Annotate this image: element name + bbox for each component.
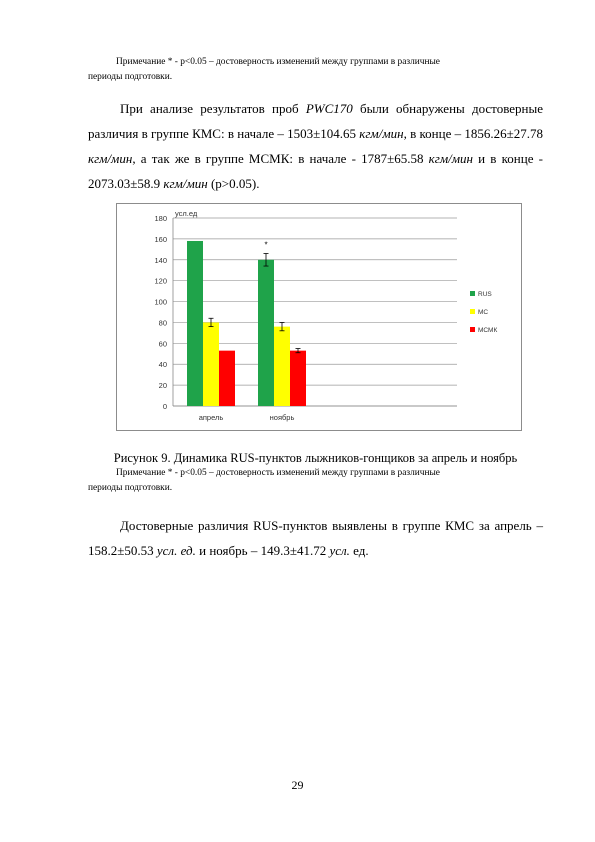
x-tick-label: апрель (198, 413, 224, 422)
figure-caption: Рисунок 9. Динамика RUS-пунктов лыжников-гонщиков за апрель и ноябрь (113, 451, 518, 465)
legend-label: МСМК (478, 327, 498, 334)
note-top-line1: Примечание * - р<0.05 – достоверность изменений между группами в различные (116, 57, 440, 67)
y-tick-label: 100 (154, 297, 167, 307)
y-tick-label: 160 (154, 234, 167, 244)
page-number: 29 (291, 778, 304, 792)
bar-мсмк-1 (290, 351, 306, 406)
note-top (88, 55, 543, 85)
bar-мс-1 (274, 327, 290, 406)
bar-rus-1 (258, 260, 274, 406)
paragraph-rus: Достоверные различия RUS-пунктов выявлены в группе КМС за апрель – 158.2±50.53 усл. ед. и ноябрь – 149.3±41.72 усл. ед. (88, 518, 543, 558)
y-tick-label: 120 (154, 276, 167, 286)
legend-swatch (470, 291, 475, 296)
note-bottom-line1: Примечание * - р<0.05 – достоверность изменений между группами в различные (116, 468, 440, 478)
pwc-term: PWC170 (305, 101, 353, 116)
y-tick-label: 0 (162, 402, 167, 411)
legend-swatch (470, 309, 475, 314)
y-axis-label: усл.ед (175, 209, 198, 218)
rus-chart (116, 203, 522, 431)
y-tick-label: 180 (154, 214, 167, 223)
y-tick-label: 80 (158, 318, 167, 328)
note-bottom (88, 466, 543, 496)
y-tick-label: 20 (158, 381, 167, 391)
bar-rus-0 (187, 241, 203, 406)
x-tick-label: ноябрь (269, 413, 295, 422)
rus-chart-svg (117, 204, 521, 430)
bar-мс-0 (203, 322, 219, 406)
bar-мсмк-0 (219, 351, 235, 406)
y-tick-label: 140 (154, 255, 167, 265)
y-tick-label: 40 (158, 360, 167, 370)
significance-marker: * (264, 240, 268, 250)
note-bottom-line2: периоды подготовки. (88, 483, 173, 493)
legend-label: МС (478, 309, 489, 316)
legend-label: RUS (478, 291, 492, 298)
paragraph-pwc: При анализе результатов проб PWC170 были обнаружены достоверные различия в группе КМС: в начале – 1503±104.65 кгм/мин, в конце – 1856.26±27.78 кгм/мин, а так же в группе МСМК: в начале - 1787±65.58 кгм/мин и в конце - 2073.03±58.9 кгм/мин (р>0.05). (88, 101, 543, 191)
y-tick-label: 60 (158, 339, 167, 349)
note-top-line2: периоды подготовки. (88, 72, 173, 82)
legend-swatch (470, 327, 475, 332)
